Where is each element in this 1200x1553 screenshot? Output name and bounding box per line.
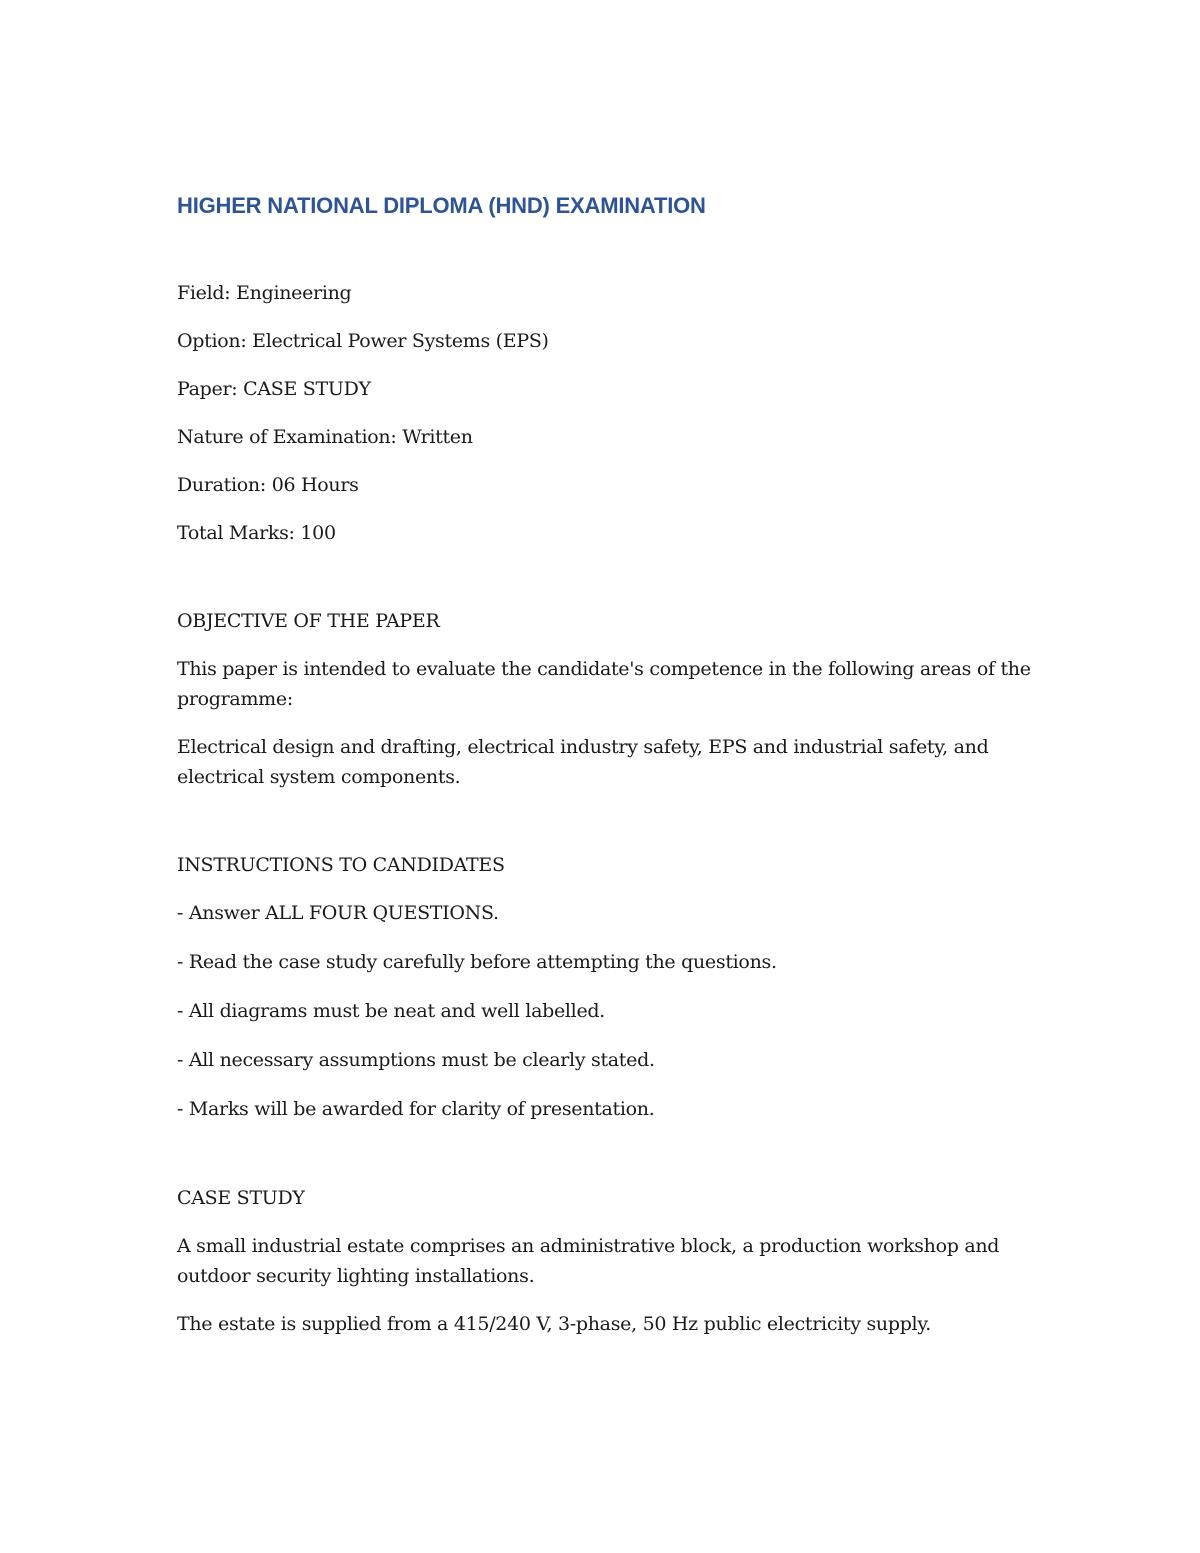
objective-section [177,606,1037,792]
nature-line: Nature of Examination: Written [177,426,473,448]
document-body [177,190,1037,1357]
paper-line: Paper: CASE STUDY [177,378,371,400]
section-spacer [177,1143,1037,1183]
objective-heading: OBJECTIVE OF THE PAPER [177,610,440,632]
case-study-paragraph: The estate is supplied from a 415/240 V, 3-phase, 50 Hz public electricity supply. [177,1313,931,1335]
instructions-section [177,850,1037,1124]
exam-details [177,278,1037,548]
instruction-item: - All necessary assumptions must be clearly stated. [177,1049,655,1071]
document-title: HIGHER NATIONAL DIPLOMA (HND) EXAMINATION [177,193,706,218]
duration-line: Duration: 06 Hours [177,474,359,496]
section-spacer [177,566,1037,606]
instruction-item: - Read the case study carefully before attempting the questions. [177,951,777,973]
instructions-heading: INSTRUCTIONS TO CANDIDATES [177,854,505,876]
case-study-section [177,1183,1037,1339]
objective-paragraph: Electrical design and drafting, electrical industry safety, EPS and industrial safety, and electrical system components. [177,736,989,788]
field-line: Field: Engineering [177,282,352,304]
objective-paragraph: This paper is intended to evaluate the candidate's competence in the following areas of the programme: [177,658,1031,710]
total-marks-line: Total Marks: 100 [177,522,336,544]
instruction-item: - All diagrams must be neat and well labelled. [177,1000,606,1022]
instruction-item: - Marks will be awarded for clarity of presentation. [177,1098,655,1120]
case-study-heading: CASE STUDY [177,1187,305,1209]
option-line: Option: Electrical Power Systems (EPS) [177,330,549,352]
case-study-paragraph: A small industrial estate comprises an administrative block, a production workshop and outdoor security lighting installations. [177,1235,1000,1287]
instruction-item: - Answer ALL FOUR QUESTIONS. [177,902,499,924]
section-spacer [177,810,1037,850]
